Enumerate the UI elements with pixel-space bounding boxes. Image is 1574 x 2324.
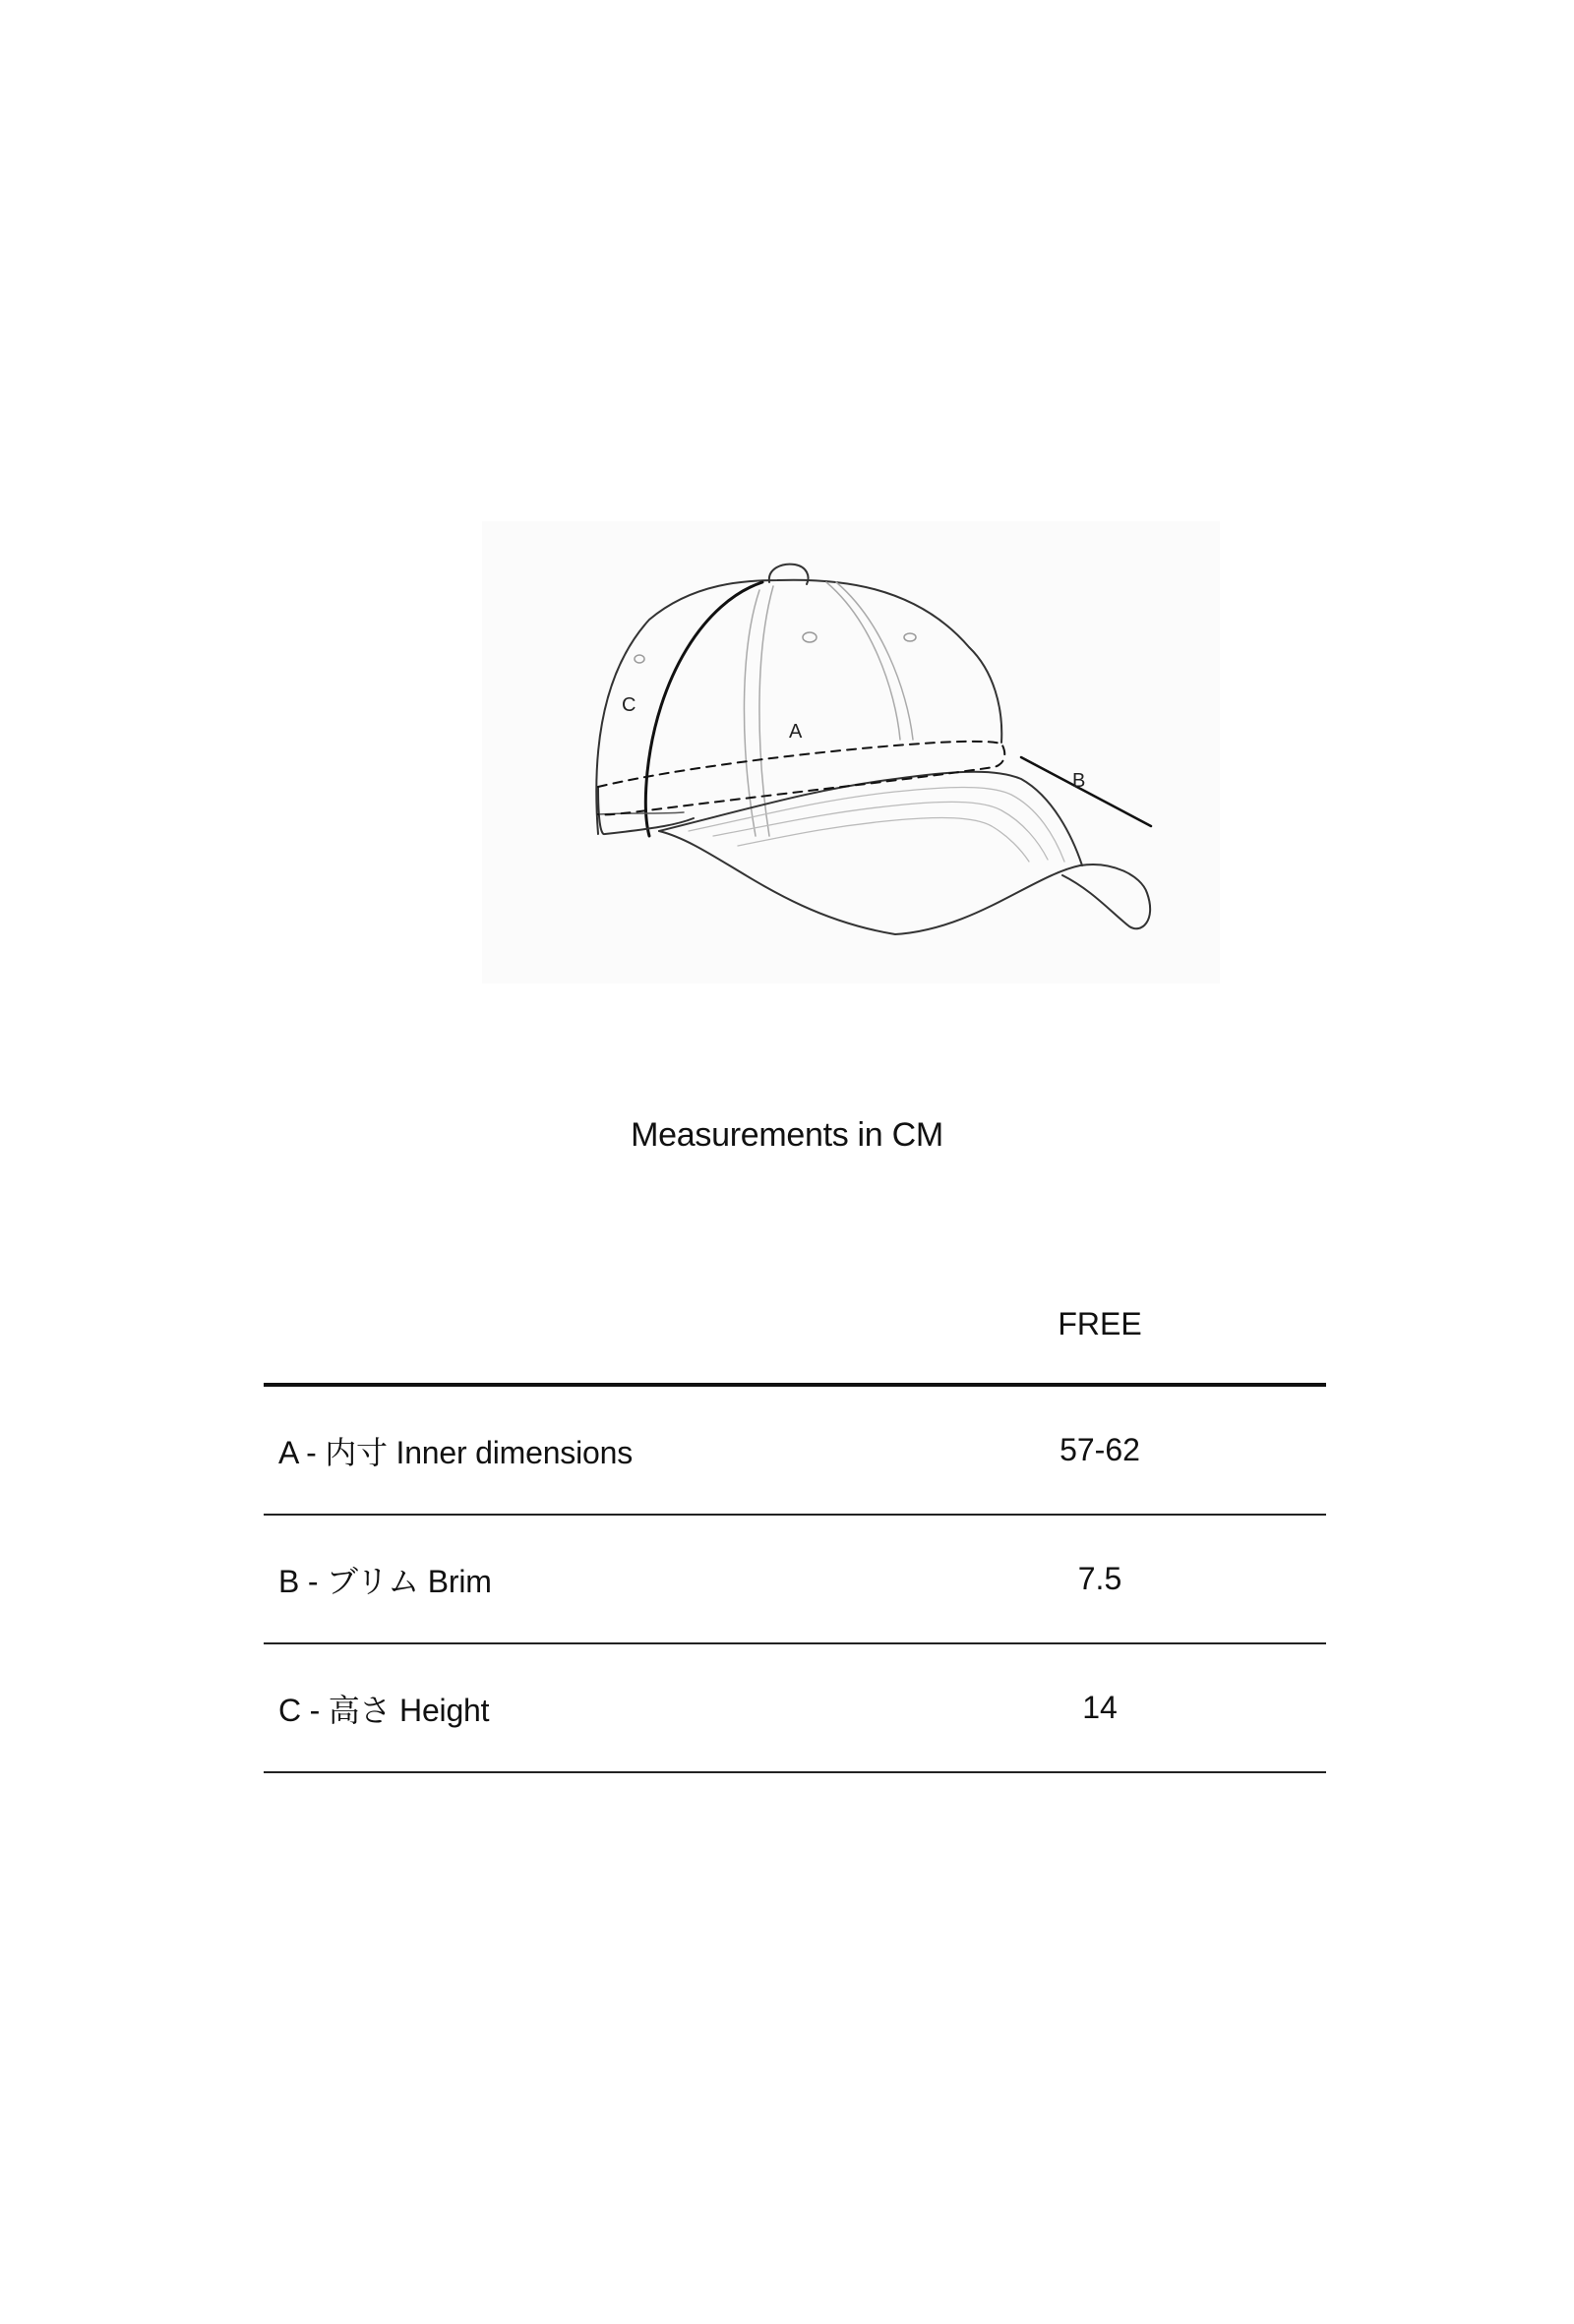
cap-diagram — [482, 521, 1220, 983]
cap-brim-outer — [659, 831, 1150, 934]
cap-eyelet — [635, 655, 644, 663]
cap-brim-stitch — [713, 802, 1048, 860]
cap-seam — [826, 582, 900, 740]
page-title: Measurements in CM — [631, 1116, 943, 1154]
diagram-label-a: A — [789, 721, 803, 743]
cap-drawing — [482, 521, 1220, 983]
size-table — [264, 1288, 1326, 1773]
cap-eyelet — [904, 633, 916, 641]
size-column-header: FREE — [1058, 1306, 1142, 1341]
measurement-value: 14 — [1082, 1690, 1118, 1725]
cap-seam — [759, 586, 773, 836]
measurement-label: B - ブリム Brim — [278, 1564, 492, 1599]
cap-eyelet — [803, 632, 817, 642]
table-row — [264, 1644, 1326, 1773]
cap-brim-stitch — [738, 818, 1029, 862]
table-row — [264, 1387, 1326, 1516]
measurement-label: C - 高さ Height — [278, 1693, 490, 1728]
table-row — [264, 1516, 1326, 1644]
brim-line-b — [1021, 757, 1151, 826]
diagram-label-b: B — [1072, 770, 1086, 792]
cap-brim-stitch — [689, 788, 1064, 863]
measurement-value: 7.5 — [1077, 1561, 1122, 1596]
cap-brim-top — [659, 772, 1082, 865]
cap-seam — [836, 582, 913, 740]
diagram-label-c: C — [622, 694, 636, 716]
table-header-row — [264, 1288, 1326, 1387]
circumference-line-a — [598, 742, 1004, 815]
measurement-label: A - 内寸 Inner dimensions — [278, 1435, 633, 1470]
measurement-value: 57-62 — [1059, 1432, 1140, 1467]
